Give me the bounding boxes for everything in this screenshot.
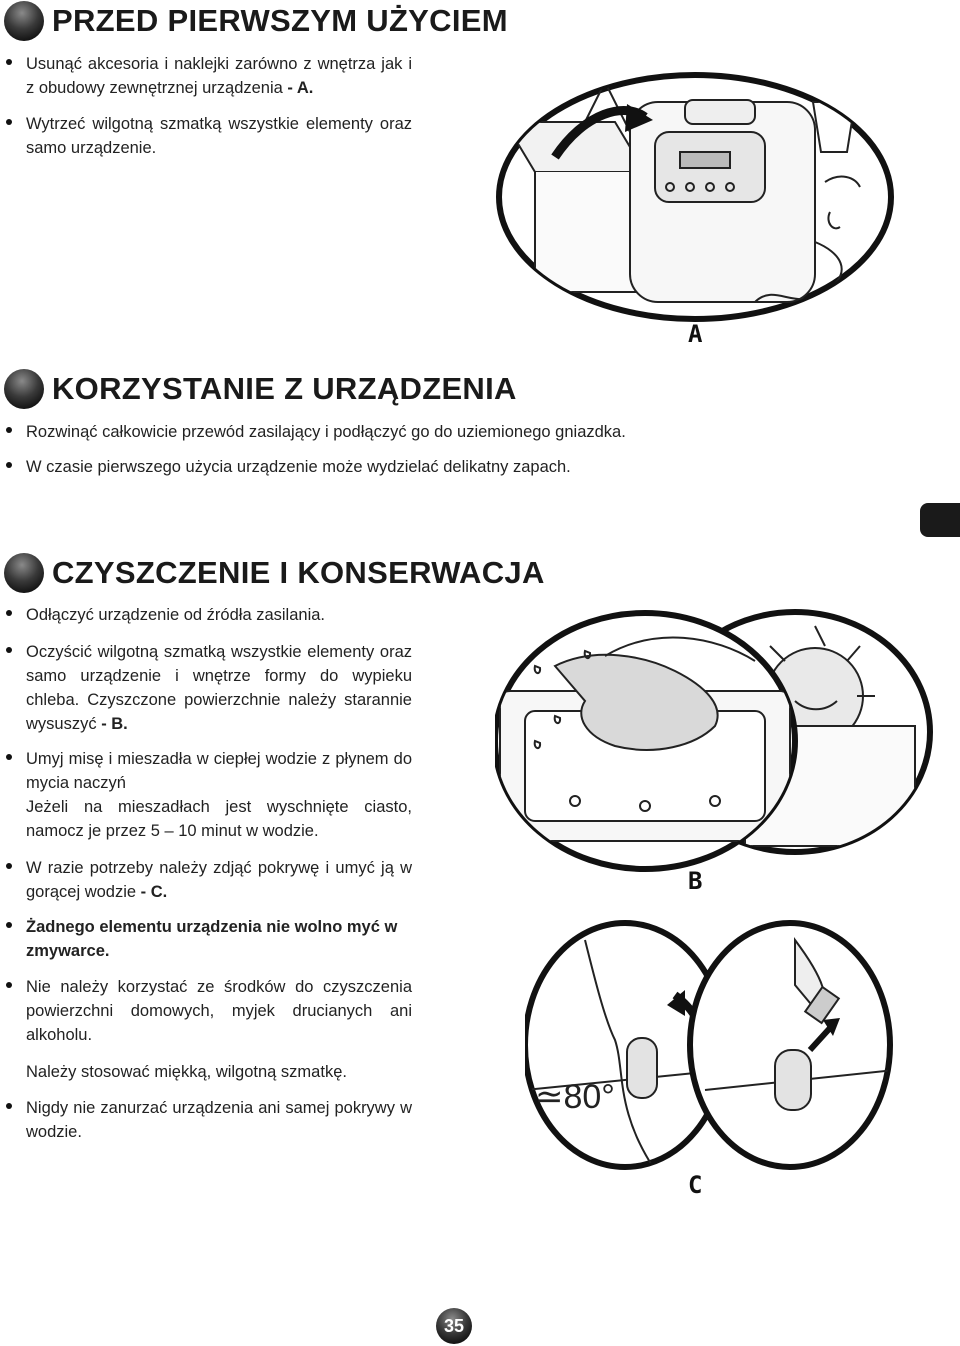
figure-label-b: B [688, 867, 703, 895]
bullet-icon [6, 1096, 12, 1114]
section-title: KORZYSTANIE Z URZĄDZENIA [52, 371, 517, 406]
section-title: CZYSZCZENIE I KONSERWACJA [52, 555, 545, 590]
section-bullet-icon [4, 369, 44, 409]
paragraph: Rozwinąć całkowicie przewód zasilający i podłączyć go do uziemionego gniazdka. [26, 423, 626, 441]
figure-label-a: A [688, 320, 703, 348]
figure-c-lid-removal [525, 920, 895, 1170]
paragraph-warning: Żadnego elementu urządzenia nie wolno myć w zmywarce. [26, 918, 398, 960]
paragraph: Nie należy korzystać ze środków do czyszczenia powierzchni domowych, myjek drucianych ani alkoholu. [26, 978, 412, 1044]
paragraph: Wytrzeć wilgotną szmatką wszystkie elementy oraz samo urządzenie. [26, 115, 412, 157]
bullet-icon [6, 52, 12, 70]
figure-label-c: C [688, 1171, 703, 1199]
paragraph: Oczyścić wilgotną szmatką wszystkie elementy oraz samo urządzenie i wnętrze formy do wypieku chleba. Czyszczone powierzchnie należy starannie wysuszyć - B. [26, 643, 412, 733]
paragraph: Umyj misę i mieszadła w ciepłej wodzie z płynem do mycia naczyń Jeżeli na mieszadłach jest wyschnięte ciasto, namocz je przez 5 – 10 minut w wodzie. [26, 750, 412, 840]
bullet-icon [6, 603, 12, 621]
figure-b-cleaning-and-drying [495, 606, 935, 872]
section-header-using-device [4, 369, 517, 409]
figure-a-bread-machine-unpacking [495, 62, 915, 322]
paragraph: Usunąć akcesoria i naklejki zarówno z wnętrza jak i z obudowy zewnętrznej urządzenia - A. [26, 55, 412, 97]
bullet-icon [6, 112, 12, 130]
bullet-icon [6, 856, 12, 874]
bullet-icon [6, 420, 12, 438]
angle-label: ≃80° [535, 1078, 615, 1116]
section-header-before-first-use [4, 1, 508, 41]
paragraph: Odłączyć urządzenie od źródła zasilania. [26, 606, 325, 624]
page-number: 35 [436, 1308, 472, 1344]
bullet-icon [6, 975, 12, 993]
paragraph: Należy stosować miękką, wilgotną szmatkę. [26, 1063, 347, 1081]
bullet-icon [6, 640, 12, 658]
bullet-icon [6, 455, 12, 473]
section-bullet-icon [4, 1, 44, 41]
section-bullet-icon [4, 553, 44, 593]
bullet-icon [6, 747, 12, 765]
section-header-cleaning [4, 553, 545, 593]
bullet-icon [6, 915, 12, 933]
paragraph: Nigdy nie zanurzać urządzenia ani samej pokrywy w wodzie. [26, 1099, 412, 1141]
section-title: PRZED PIERWSZYM UŻYCIEM [52, 3, 508, 38]
paragraph: W razie potrzeby należy zdjąć pokrywę i umyć ją w gorącej wodzie - C. [26, 859, 412, 901]
language-tab-marker [920, 503, 960, 537]
paragraph: W czasie pierwszego użycia urządzenie może wydzielać delikatny zapach. [26, 458, 571, 476]
